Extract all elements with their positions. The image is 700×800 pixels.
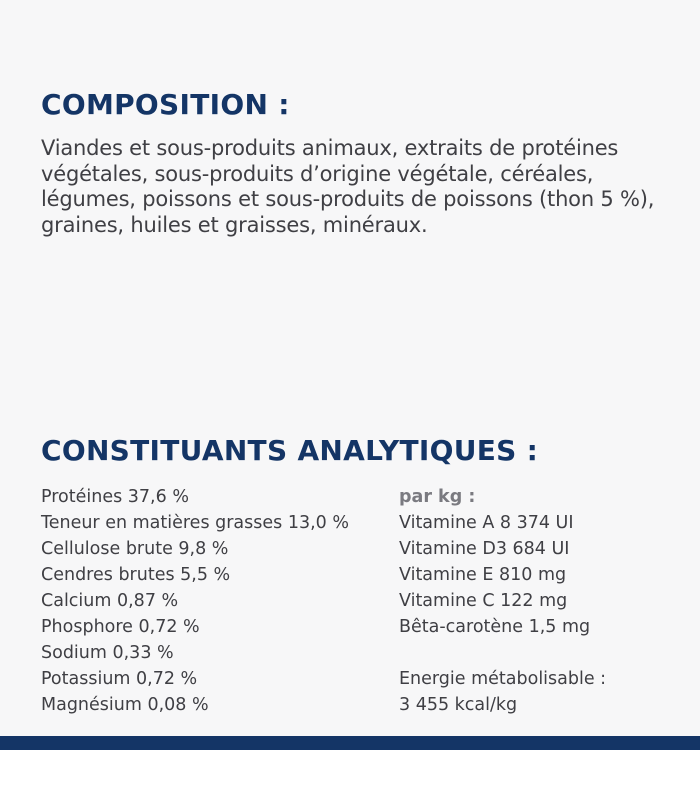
analytic-item: Cendres brutes 5,5 % <box>41 565 231 585</box>
analytic-item: Protéines 37,6 % <box>41 487 189 507</box>
analytic-item: Phosphore 0,72 % <box>41 617 200 637</box>
composition-text: Viandes et sous-produits animaux, extraits de protéines végétales, sous-produits d’origine végétale, céréales, légumes, poissons et sous-produits de poissons (thon 5 %), graines, huiles et graisses, minéraux. <box>41 136 655 237</box>
analytic-item: Teneur en matières grasses 13,0 % <box>41 513 349 533</box>
per-kg-label: par kg : <box>399 487 476 507</box>
vitamin-item: Vitamine A 8 374 UI <box>399 513 574 533</box>
vitamin-item: Vitamine D3 684 UI <box>399 539 570 559</box>
analytic-item: Calcium 0,87 % <box>41 591 179 611</box>
vitamin-item: Bêta-carotène 1,5 mg <box>399 617 591 637</box>
analytic-item: Magnésium 0,08 % <box>41 695 209 715</box>
list-spacer <box>399 640 606 666</box>
analytics-title: CONSTITUANTS ANALYTIQUES : <box>41 434 539 467</box>
energy-label: Energie métabolisable : <box>399 669 607 689</box>
vitamin-item: Vitamine E 810 mg <box>399 565 567 585</box>
footer-band <box>0 736 700 750</box>
vitamin-item: Vitamine C 122 mg <box>399 591 568 611</box>
analytic-item: Cellulose brute 9,8 % <box>41 539 229 559</box>
analytics-list <box>41 484 349 718</box>
composition-title: COMPOSITION : <box>41 88 290 121</box>
energy-value: 3 455 kcal/kg <box>399 695 518 715</box>
analytic-item: Potassium 0,72 % <box>41 669 198 689</box>
analytic-item: Sodium 0,33 % <box>41 643 174 663</box>
per-kg-list <box>399 484 606 718</box>
